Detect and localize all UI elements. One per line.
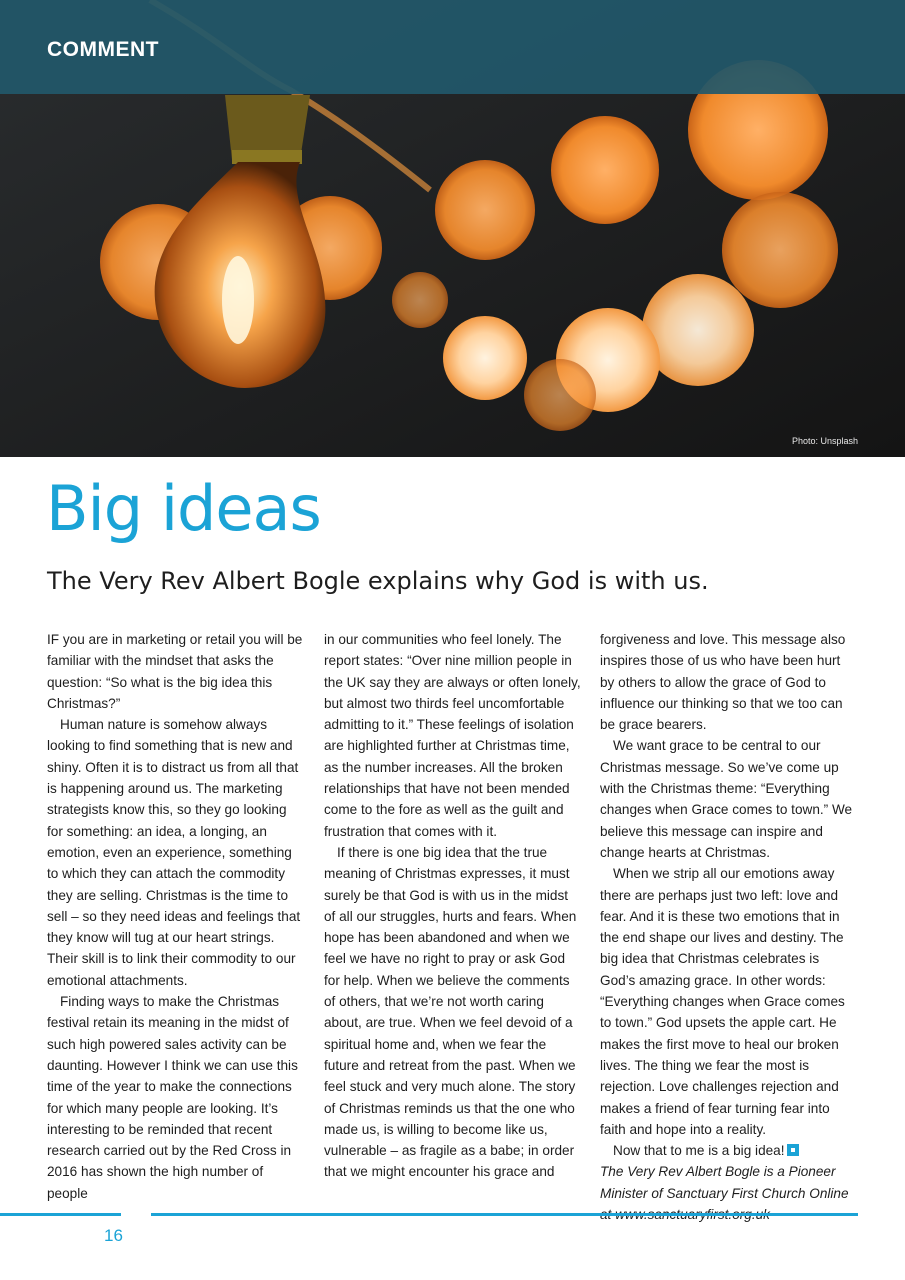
section-label: COMMENT [47, 38, 159, 61]
paragraph: Finding ways to make the Christmas festival retain its meaning in the midst of such high powered sales activity can be daunting. However I think we can use this time of the year to make the connections for which many people are looking. It’s interesting to be reminded that recent research carried out by the Red Cross in 2016 has shown the high number of people [47, 994, 298, 1201]
article-subtitle: The Very Rev Albert Bogle explains why God is with us. [47, 567, 709, 595]
paragraph: Human nature is somehow always looking to find something that is new and shiny. Often it is to distract us from all that is happening around us. The marketing strategists know this, so they go looking for something: an idea, a longing, an emotion, even an experience, something to which they can attach the commodity they are selling. Christmas is the time to sell – so they need ideas and feelings that they know will tug at our heart strings. Their skill is to link their commodity to our emotional attachments. [47, 717, 301, 988]
paragraph: When we strip all our emotions away there are perhaps just two left: love and fear. And it is these two emotions that in the end shape our lives and destiny. The big idea that Christmas celebrates is God’s amazing grace. In other words: “Everything changes when Grace comes to town.” God upsets the apple cart. He makes the first move to heal our broken lives. The thing we fear the most is rejection. Love challenges rejection and makes a friend of fear turning fear into faith and hope into a reality. [600, 866, 845, 1137]
hero-photo [0, 0, 905, 457]
paragraph: If there is one big idea that the true meaning of Christmas expresses, it must surely be that God is with us in the midst of all our struggles, hurts and fears. When hope has been abandoned and when we feel we have no right to pray or ask God for help. When we believe the comments of others, that we’re not worth caring about, are true. When we feel devoid of a spiritual home and, when we fear the future and retreat from the past. When we feel stuck and very much alone. The story of Christmas reminds us that the one who made us, is willing to become like us, vulnerable – as fragile as a babe; in order that we might encounter his grace and [324, 844, 577, 1180]
closing-paragraph [600, 1140, 858, 1161]
author-bio: The Very Rev Albert Bogle is a Pioneer Minister of Sanctuary First Church Online [600, 1164, 849, 1201]
paragraph: forgiveness and love. This message also inspires those of us who have been hurt by others to allow the grace of God to influence our thinking so that we too can be grace bearers. [600, 632, 846, 733]
paragraph: IF you are in marketing or retail you will be familiar with the mindset that asks the question: “So what is the big idea this Christmas?” [47, 632, 303, 711]
column-3 [600, 629, 858, 1225]
paragraph: in our communities who feel lonely. The report states: “Over nine million people in the UK say they are always or often lonely, but almost two thirds feel uncomfortable admitting to it.” These feelings of isolation are highlighted further at Christmas time, as the number increases. All the broken relationships that have not been mended come to the fore as well as the guilt and frustration that comes with it. [324, 632, 581, 839]
footer-rule-left [0, 1213, 121, 1216]
end-of-article-icon [787, 1144, 799, 1156]
closing-text: Now that to me is a big idea! [613, 1143, 785, 1159]
column-1 [47, 629, 305, 1204]
article-title: Big ideas [46, 472, 321, 545]
photo-credit: Photo: Unsplash [791, 436, 858, 446]
column-2 [324, 629, 582, 1183]
footer-rule-right [151, 1213, 858, 1216]
paragraph: We want grace to be central to our Christmas message. So we’ve come up with the Christmas theme: “Everything changes when Grace comes to town.” We believe this message can inspire and change hearts at Christmas. [600, 738, 853, 860]
section-header-bar [0, 0, 905, 94]
page-number: 16 [104, 1226, 123, 1245]
